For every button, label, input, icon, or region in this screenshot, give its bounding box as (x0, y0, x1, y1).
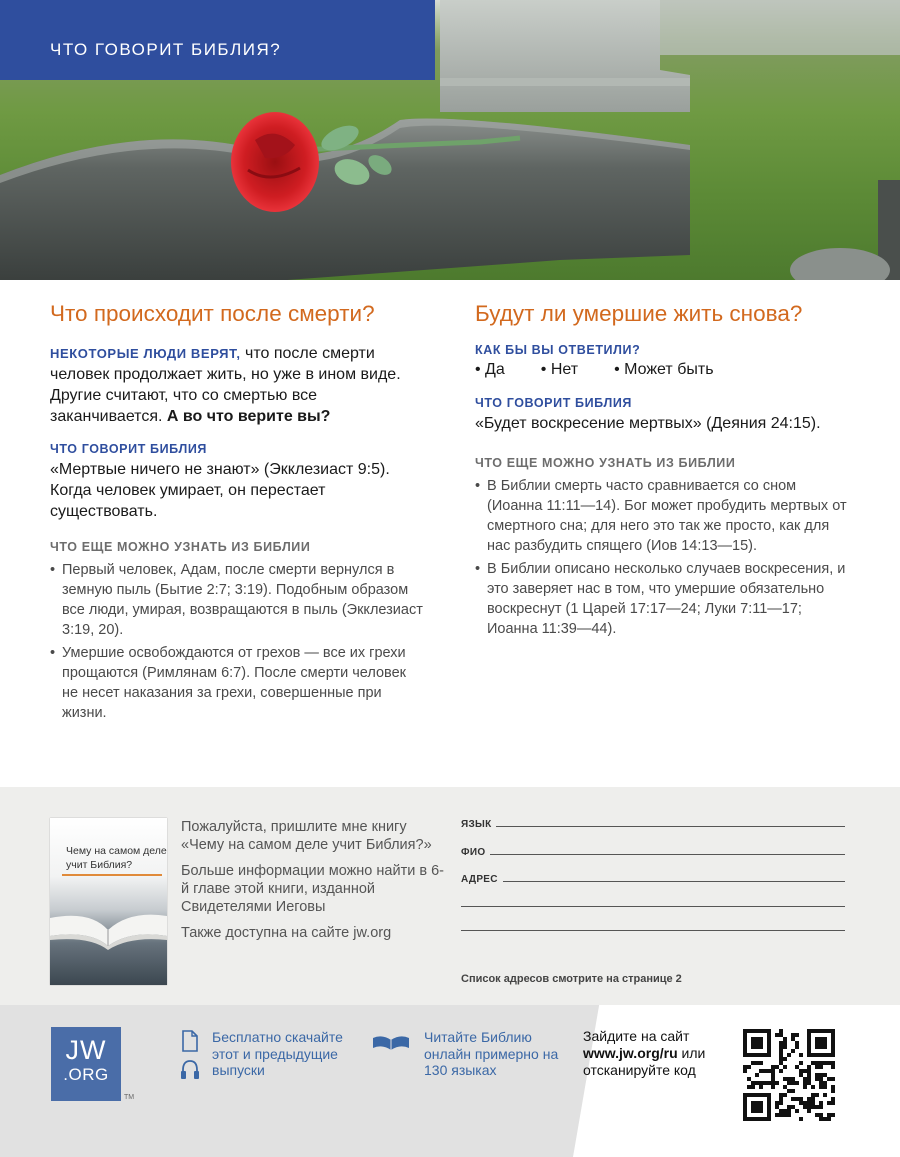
order-request: Пожалуйста, пришлите мне книгу «Чему на самом деле учит Библия?» (181, 819, 432, 853)
book-title: Чему на самом деле учит Библия? (66, 845, 167, 871)
header-band (0, 0, 435, 80)
qr-code-image (733, 1019, 869, 1131)
right-bullet-list (475, 476, 850, 639)
order-text (181, 818, 451, 950)
answer-yes: • Да (475, 360, 505, 378)
visit-url[interactable]: www.jw.org/ru (583, 1045, 678, 1061)
left-column (50, 302, 425, 726)
qr-code[interactable] (733, 1019, 869, 1131)
answer-no: • Нет (540, 360, 579, 378)
visit-line1: Зайдите на сайт (583, 1028, 690, 1044)
page-title: ЧТО ГОВОРИТ БИБЛИЯ? (50, 40, 282, 59)
right-heading: Будут ли умершие жить снова? (475, 301, 803, 326)
download-link[interactable]: Бесплатно скачайте этот и предыдущие выпуски (212, 1029, 343, 1078)
visit-or: или (677, 1045, 706, 1061)
left-bullet-list (50, 560, 425, 723)
jw-org-logo[interactable] (51, 1027, 121, 1101)
answer-label: КАК БЫ ВЫ ОТВЕТИЛИ? (475, 342, 641, 357)
logo-line2: .ORG (63, 1065, 109, 1084)
download-icons (180, 1029, 200, 1083)
headphones-icon (181, 1061, 199, 1079)
field-address-label: АДРЕС (461, 874, 498, 885)
left-heading: Что происходит после смерти? (50, 301, 375, 326)
field-language-label: ЯЗЫК (461, 819, 492, 830)
list-item: • В Библии описано несколько случаев воскресения, и это заверяет нас в том, что умершие обязательно воскреснут (1 Царей 17:17—24; Луки 7:11—17; Иоанна 11:39—44). (475, 559, 850, 639)
address-note: Список адресов смотрите на странице 2 (461, 973, 682, 985)
lead-text: что после смерти человек продолжает жить, но уже в ином виде. Другие считают, что со смертью все заканчивается. (50, 344, 401, 425)
open-bible-icon (372, 1030, 410, 1052)
visit-line3: отсканируйте код (583, 1062, 696, 1078)
left-bible-text: «Мертвые ничего не знают» (Экклезиаст 9:5). Когда человек умирает, он перестает существовать. (50, 460, 390, 520)
right-more-label: ЧТО ЕЩЕ МОЖНО УЗНАТЬ ИЗ БИБЛИИ (475, 455, 736, 470)
left-lead (50, 343, 425, 427)
field-name-label: ФИО (461, 847, 486, 858)
order-online: Также доступна на сайте jw.org (181, 925, 392, 941)
document-icon (183, 1031, 197, 1051)
answer-maybe: • Может быть (614, 360, 714, 378)
lead-caps: НЕКОТОРЫЕ ЛЮДИ ВЕРЯТ, (50, 345, 241, 361)
order-info: Больше информации можно найти в 6-й главе этой книги, изданной Свидетелями Иеговы (181, 863, 444, 915)
answer-options (475, 361, 850, 379)
visit-text (583, 1028, 705, 1079)
hero-photo (0, 0, 900, 280)
left-more-label: ЧТО ЕЩЕ МОЖНО УЗНАТЬ ИЗ БИБЛИИ (50, 539, 311, 554)
open-book-icon (50, 818, 167, 985)
field-address-line-2[interactable] (461, 906, 845, 907)
right-column (475, 302, 850, 642)
trademark: TM (124, 1094, 135, 1101)
field-address-line-3[interactable] (461, 930, 845, 931)
right-bible-text: «Будет воскресение мертвых» (Деяния 24:15). (475, 414, 821, 432)
read-bible-link[interactable]: Читайте Библию онлайн примерно на 130 языках (424, 1029, 559, 1078)
list-item: • В Библии смерть часто сравнивается со сном (Иоанна 11:11—14). Бог может пробудить мертвых от смертного сна; для него это так же просто, как для нас разбудить спящего (Иов 14:13—15). (475, 476, 850, 556)
book-cover (50, 818, 167, 985)
list-item: • Умершие освобождаются от грехов — все их грехи прощаются (Римлянам 6:7). После смерти человек не несет наказания за грехи, совершенные при жизни. (50, 643, 425, 723)
right-bible-label: ЧТО ГОВОРИТ БИБЛИЯ (475, 395, 632, 410)
list-item: • Первый человек, Адам, после смерти вернулся в земную пыль (Бытие 2:7; 3:19). Подобным образом все люди, умирая, возвращаются в пыль (Экклезиаст 3:19, 20). (50, 560, 425, 640)
logo-line1: JW (65, 1035, 107, 1065)
field-address-line-1[interactable] (503, 881, 845, 882)
left-bible-label: ЧТО ГОВОРИТ БИБЛИЯ (50, 441, 207, 456)
field-language-line[interactable] (496, 826, 845, 827)
field-name-line[interactable] (490, 854, 845, 855)
lead-question: А во что верите вы? (162, 407, 331, 425)
